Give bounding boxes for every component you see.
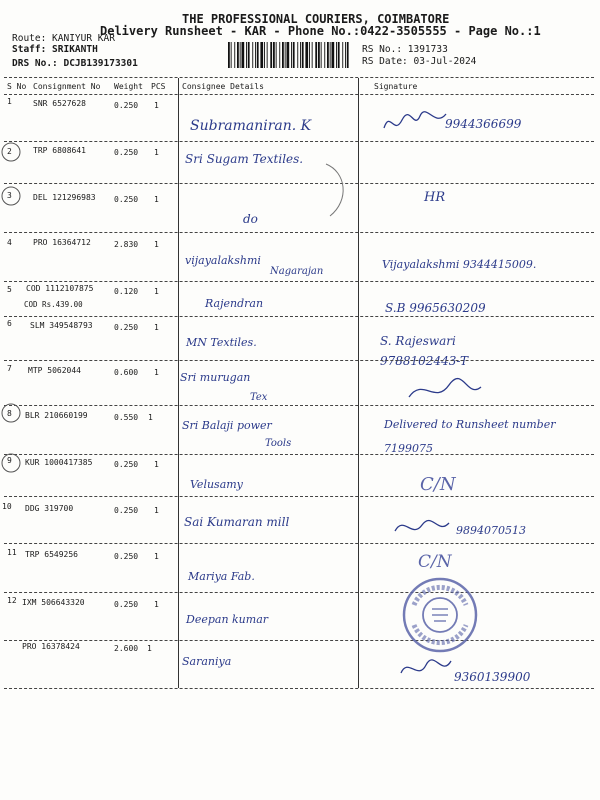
row-pcs: 1 <box>154 240 159 249</box>
col-header-pcs: PCS <box>151 82 166 91</box>
row-pcs: 1 <box>154 552 159 561</box>
row-weight: 0.250 <box>114 506 139 515</box>
row-consignment-no: DDG 319700 <box>25 504 74 513</box>
row-consignee-handwritten: Sri Balaji power <box>182 419 272 432</box>
staff-label: Staff: SRIKANTH <box>12 44 98 55</box>
row-consignee-handwritten: Saraniya <box>182 655 232 668</box>
row-weight: 0.250 <box>114 552 139 561</box>
col-header-signature: Signature <box>374 82 418 91</box>
col-header-consignee: Consignee Details <box>182 82 264 91</box>
row-consignee-handwritten: Sri murugan <box>180 371 251 384</box>
row-divider <box>4 592 594 593</box>
row-divider <box>4 183 594 184</box>
row-sno: 11 <box>7 548 17 557</box>
row-pcs: 1 <box>154 600 159 609</box>
row-sno: 12 <box>7 596 17 605</box>
row-pcs: 1 <box>154 368 159 377</box>
row-consignment-no: PRO 16364712 <box>33 238 91 247</box>
company-round-stamp <box>400 575 480 655</box>
row-weight: 0.250 <box>114 600 139 609</box>
consignee-column-divider <box>178 78 179 688</box>
header-bottom-rule <box>4 94 594 95</box>
row-consignment-no: BLR 210660199 <box>25 411 88 420</box>
row-consignment-no: TRP 6808641 <box>33 146 86 155</box>
row-cod-amount: COD Rs.439.00 <box>24 300 83 309</box>
row-sno: 6 <box>7 319 12 328</box>
row-consignee-line2: Tex <box>250 392 268 403</box>
row-signature-handwritten: HR <box>424 190 446 205</box>
signature-scribble <box>405 375 485 405</box>
row-pcs: 1 <box>147 644 152 653</box>
row-signature-handwritten: S. Rajeswari 9788102443-T <box>380 334 468 368</box>
table-top-rule <box>4 77 594 78</box>
row-divider <box>4 232 594 233</box>
signature-scribble <box>398 655 454 681</box>
row-sno: 1 <box>7 97 12 106</box>
row-consignee-handwritten: Sri Sugam Textiles. <box>185 152 304 166</box>
row-weight: 2.830 <box>114 240 139 249</box>
row-weight: 0.250 <box>114 460 139 469</box>
signature-scribble <box>380 108 450 138</box>
route-label: Route: KANIYUR KAR <box>12 33 115 44</box>
row-consignee-handwritten: MN Textiles. <box>186 336 257 349</box>
row-divider <box>4 141 594 142</box>
row-divider <box>4 360 594 361</box>
row-number-circle-marks <box>0 138 22 678</box>
row-pcs: 1 <box>154 460 159 469</box>
row-weight: 0.250 <box>114 148 139 157</box>
bracket-scribble <box>320 160 360 220</box>
row-consignee-handwritten: Subramaniran. K <box>190 118 312 134</box>
row-signature-handwritten: 9944366699 <box>445 117 522 131</box>
row-signature-handwritten: 9894070513 <box>456 524 526 537</box>
barcode-image <box>228 42 350 68</box>
row-signature-handwritten: C/N <box>420 474 456 495</box>
row-consignment-no: PRO 16378424 <box>22 642 80 651</box>
row-sno: 2 <box>7 147 12 156</box>
row-consignment-no: MTP 5062044 <box>28 366 81 375</box>
row-weight: 0.250 <box>114 101 139 110</box>
row-weight: 0.250 <box>114 323 139 332</box>
row-weight: 2.600 <box>114 644 139 653</box>
row-signature-handwritten: 9360139900 <box>454 670 531 684</box>
row-consignee-handwritten: Sai Kumaran mill <box>184 515 290 529</box>
col-header-sno: S No <box>7 82 27 91</box>
row-weight: 0.600 <box>114 368 139 377</box>
row-divider <box>4 640 594 641</box>
row-sno: 10 <box>2 502 12 511</box>
row-consignment-no: SNR 6527628 <box>33 99 86 108</box>
row-pcs: 1 <box>154 506 159 515</box>
row-divider <box>4 316 594 317</box>
row-signature-handwritten: Vijayalakshmi 9344415009. <box>382 258 537 271</box>
row-pcs: 1 <box>154 323 159 332</box>
row-weight: 0.550 <box>114 413 139 422</box>
row-divider <box>4 454 594 455</box>
row-weight: 0.120 <box>114 287 139 296</box>
row-pcs: 1 <box>154 287 159 296</box>
rs-date: RS Date: 03-Jul-2024 <box>362 56 477 67</box>
row-consignment-no: TRP 6549256 <box>25 550 78 559</box>
row-sno: 9 <box>7 456 12 465</box>
row-sno: 8 <box>7 409 12 418</box>
row-sno: 3 <box>7 191 12 200</box>
row-pcs: 1 <box>154 195 159 204</box>
row-consignee-line2: Tools <box>265 438 292 449</box>
row-consignee-handwritten: Deepan kumar <box>186 613 269 626</box>
row-pcs: 1 <box>154 148 159 157</box>
row-divider <box>4 496 594 497</box>
drs-number: DRS No.: DCJB139173301 <box>12 58 138 69</box>
col-header-weight: Weight <box>114 82 143 91</box>
row-consignee-handwritten: do <box>243 212 258 226</box>
row-divider <box>4 543 594 544</box>
row-consignee-handwritten: vijayalakshmi <box>185 254 261 267</box>
signature-scribble <box>392 515 452 541</box>
row-consignee-handwritten: Velusamy <box>190 478 243 491</box>
row-consignment-no: IXM 506643320 <box>22 598 85 607</box>
rs-number: RS No.: 1391733 <box>362 44 448 55</box>
row-signature-handwritten: C/N <box>418 552 452 572</box>
row-divider <box>4 281 594 282</box>
row-consignee-handwritten: Mariya Fab. <box>188 570 255 583</box>
row-pcs: 1 <box>154 101 159 110</box>
row-consignment-no: DEL 121296983 <box>33 193 96 202</box>
row-weight: 0.250 <box>114 195 139 204</box>
row-pcs: 1 <box>148 413 153 422</box>
row-consignment-no: KUR 1000417385 <box>25 458 93 467</box>
row-divider <box>4 405 594 406</box>
row-consignee-line2: Nagarajan <box>270 266 324 277</box>
runsheet-subtitle: Delivery Runsheet - KAR - Phone No.:0422-3505555 - Page No.:1 <box>100 24 541 38</box>
row-sno: 7 <box>7 364 12 373</box>
row-consignment-no: COD 1112107875 <box>26 284 94 293</box>
row-sno: 4 <box>7 238 12 247</box>
runsheet-company-title: THE PROFESSIONAL COURIERS, COIMBATORE <box>182 12 450 26</box>
row-sno: 5 <box>7 285 12 294</box>
row-signature-handwritten: S.B 9965630209 <box>385 301 486 315</box>
row-signature-handwritten: Delivered to Runsheet number 7199075 <box>384 418 556 455</box>
row-consignee-handwritten: Rajendran <box>205 297 264 310</box>
row-consignment-no: SLM 349548793 <box>30 321 93 330</box>
col-header-consignment: Consignment No <box>33 82 101 91</box>
row-divider <box>4 688 594 689</box>
